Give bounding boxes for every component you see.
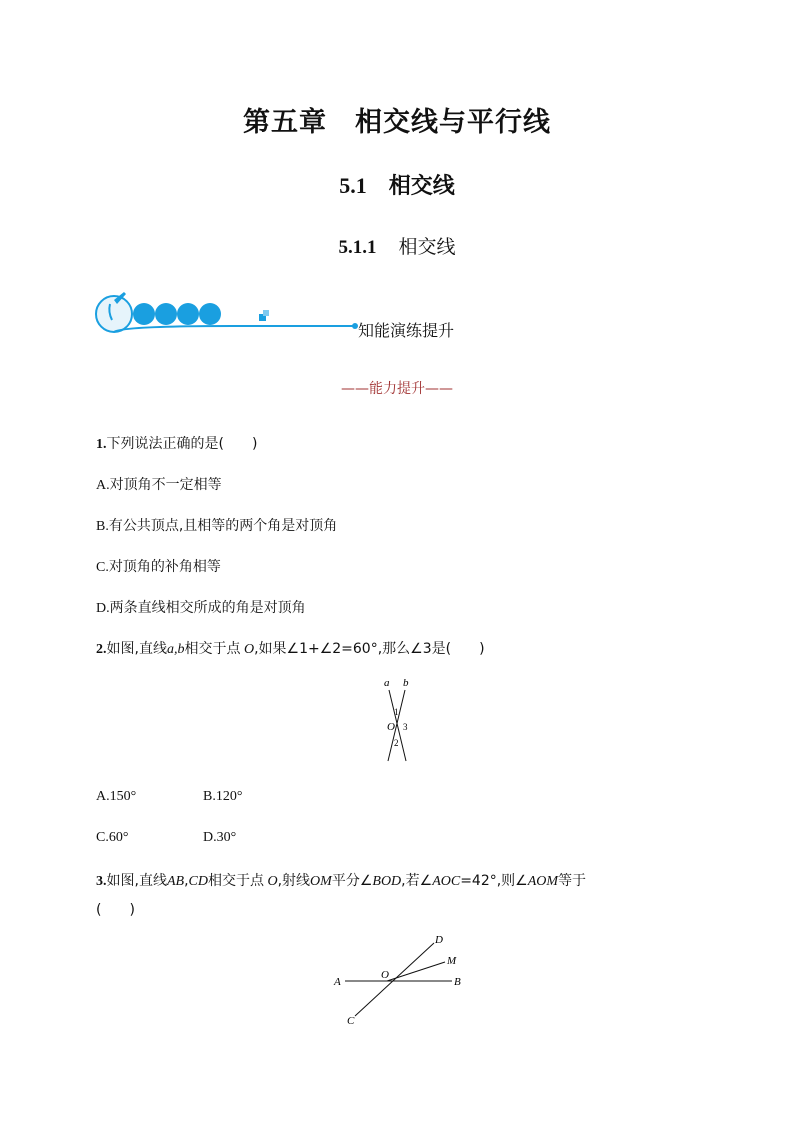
section-number: 5.1 (339, 173, 367, 198)
line-cd (355, 943, 434, 1016)
question-2-option-b[interactable]: B.120° (203, 789, 243, 804)
banner-dot-1 (133, 303, 155, 325)
question-3: 3.如图,直线AB,CD相交于点 O,射线OM平分∠BOD,若∠AOC=42°,则∠AOM等于 (96, 873, 587, 889)
subsection-name: 相交线 (398, 236, 456, 258)
banner-label: 知能演练提升 (358, 321, 455, 340)
label-b: b (403, 677, 409, 689)
question-2-figure (376, 675, 418, 767)
label-angle-3: 3 (403, 722, 408, 732)
chapter-number: 第五章 (243, 107, 327, 138)
label-A: A (334, 976, 341, 988)
question-1-option-a[interactable]: A.对顶角不一定相等 (96, 477, 222, 493)
question-2-option-c[interactable]: C.60° (96, 830, 129, 845)
section-name: 相交线 (388, 174, 455, 199)
label-D: D (435, 934, 443, 946)
chapter-name: 相交线与平行线 (355, 107, 551, 138)
label-o: O (387, 721, 395, 733)
question-1-number: 1. (96, 437, 107, 452)
label-M: M (447, 955, 457, 967)
question-2-option-d[interactable]: D.30° (203, 830, 237, 845)
subsection-number: 5.1.1 (338, 237, 377, 258)
label-B: B (454, 976, 461, 988)
label-angle-1: 1 (394, 707, 399, 717)
ray-om (387, 962, 445, 981)
question-2-number: 2. (96, 642, 107, 657)
banner-line (114, 326, 354, 332)
label-O: O (381, 969, 389, 981)
question-1-stem: 下列说法正确的是( ) (106, 436, 258, 452)
section-title (0, 169, 794, 200)
banner-dot-3 (177, 303, 199, 325)
banner-dot-4 (199, 303, 221, 325)
question-3-number: 3. (96, 874, 107, 889)
label-a: a (384, 677, 390, 689)
question-3-paren: ( ) (96, 902, 135, 918)
question-2-option-a[interactable]: A.150° (96, 789, 137, 804)
chapter-title (0, 100, 794, 139)
label-angle-2: 2 (394, 738, 399, 748)
banner-graphic (92, 290, 362, 340)
question-3-figure (330, 930, 470, 1030)
label-C: C (347, 1015, 355, 1027)
banner-square-2 (263, 310, 269, 316)
subsection-title (0, 232, 794, 259)
brush-badge-icon (96, 296, 132, 332)
question-1-option-d[interactable]: D.两条直线相交所成的角是对顶角 (96, 600, 306, 616)
question-2: 2.如图,直线a,b相交于点 O,如果∠1+∠2=60°,那么∠3是( ) (96, 641, 485, 657)
question-1 (96, 433, 257, 453)
banner-dot-2 (155, 303, 177, 325)
question-1-option-c[interactable]: C.对顶角的补角相等 (96, 559, 221, 575)
question-1-option-b[interactable]: B.有公共顶点,且相等的两个角是对顶角 (96, 518, 338, 534)
sub-heading: ——能力提升—— (341, 381, 453, 397)
